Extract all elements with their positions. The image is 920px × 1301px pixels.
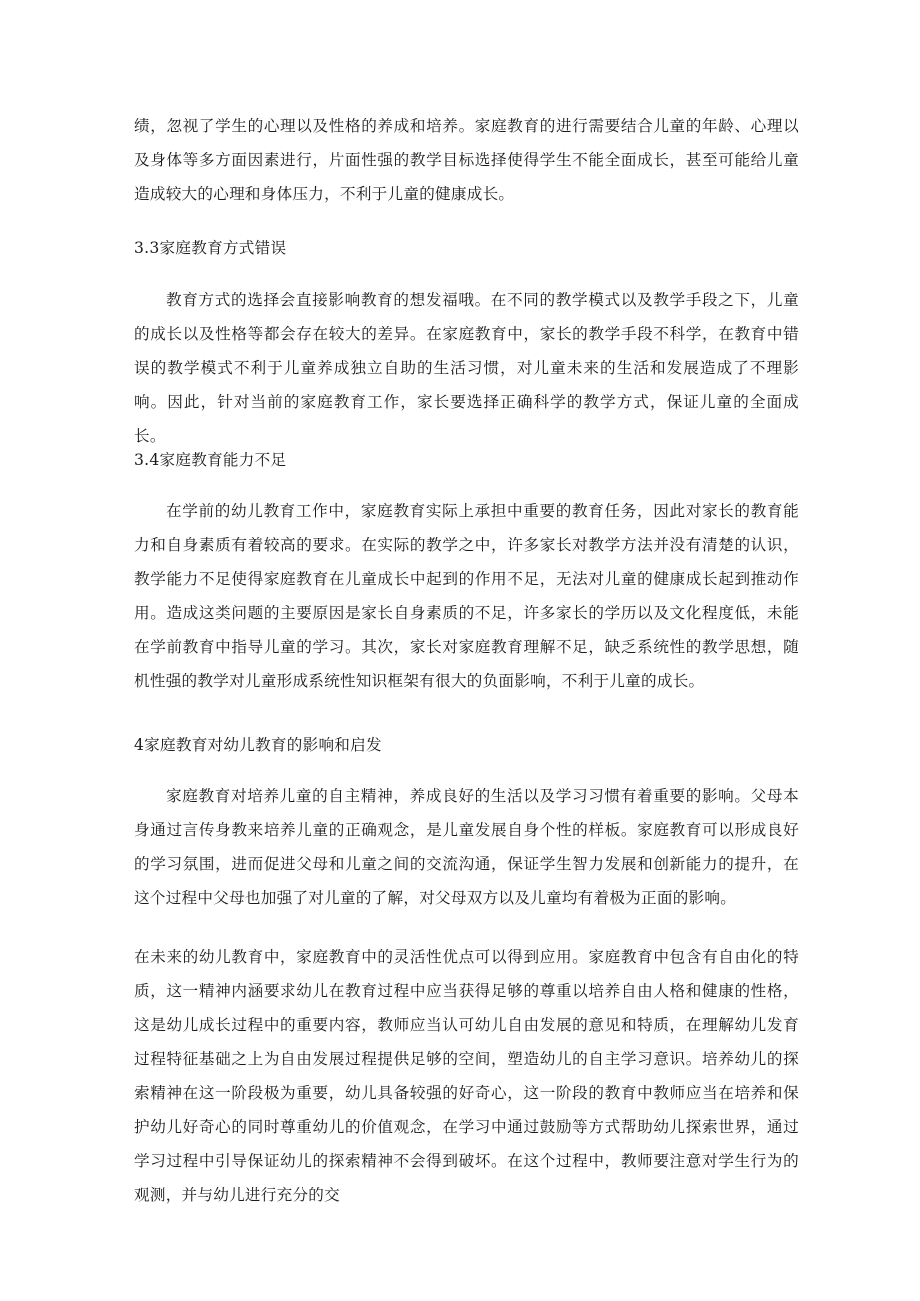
section-4-heading: 4家庭教育对幼儿教育的影响和启发 [134, 736, 382, 754]
section-3-4-heading: 3.4家庭教育能力不足 [134, 451, 287, 469]
section-4-paragraph-2: 在未来的幼儿教育中，家庭教育中的灵活性优点可以得到应用。家庭教育中包含有自由化的特质，这一精神内涵要求幼儿在教育过程中应当获得足够的尊重以培养自由人格和健康的性格，这是幼儿成长过程中的重要内容，教师应当认可幼儿自由发展的意见和特质，在理解幼儿发育过程特征基础之上为自由发展过程提供足够的空间，塑造幼儿的自主学习意识。培养幼儿的探索精神在这一阶段极为重要，幼儿具备较强的好奇心，这一阶段的教育中教师应当在培养和保护幼儿好奇心的同时尊重幼儿的价值观念，在学习中通过鼓励等方式帮助幼儿探索世界，通过学习过程中引导保证幼儿的探索精神不会得到破坏。在这个过程中，教师要注意对学生行为的观测，并与幼儿进行充分的交 [134, 948, 799, 1204]
section-3-4-paragraph: 在学前的幼儿教育工作中，家庭教育实际上承担中重要的教育任务，因此对家长的教育能力和自身素质有着较高的要求。在实际的教学之中，许多家长对教学方法并没有清楚的认识，教学能力不足使得家庭教育在儿童成长中起到的作用不足，无法对儿童的健康成长起到推动作用。造成这类问题的主要原因是家长自身素质的不足，许多家长的学历以及文化程度低，未能在学前教育中指导儿童的学习。其次，家长对家庭教育理解不足，缺乏系统性的教学思想，随机性强的教学对儿童形成系统性知识框架有很大的负面影响，不利于儿童的成长。 [134, 502, 799, 690]
section-3-3-paragraph: 教育方式的选择会直接影响教育的想发福哦。在不同的教学模式以及教学手段之下，儿童的成长以及性格等都会存在较大的差异。在家庭教育中，家长的教学手段不科学，在教育中错误的教学模式不利于儿童养成独立自助的生活习惯，对儿童未来的生活和发展造成了不理影响。因此，针对当前的家庭教育工作，家长要选择正确科学的教学方式，保证儿童的全面成长。 [134, 291, 799, 445]
section-3-3-heading: 3.3家庭教育方式错误 [134, 239, 287, 257]
intro-paragraph: 绩，忽视了学生的心理以及性格的养成和培养。家庭教育的进行需要结合儿童的年龄、心理以及身体等多方面因素进行，片面性强的教学目标选择使得学生不能全面成长，甚至可能给儿童造成较大的心理和身体压力，不利于儿童的健康成长。 [134, 117, 799, 203]
section-4-paragraph-1: 家庭教育对培养儿童的自主精神，养成良好的生活以及学习习惯有着重要的影响。父母本身通过言传身教来培养儿童的正确观念，是儿童发展自身个性的样板。家庭教育可以形成良好的学习氛围，进而促进父母和儿童之间的交流沟通，保证学生智力发展和创新能力的提升，在这个过程中父母也加强了对儿童的了解，对父母双方以及儿童均有着极为正面的影响。 [134, 787, 799, 907]
